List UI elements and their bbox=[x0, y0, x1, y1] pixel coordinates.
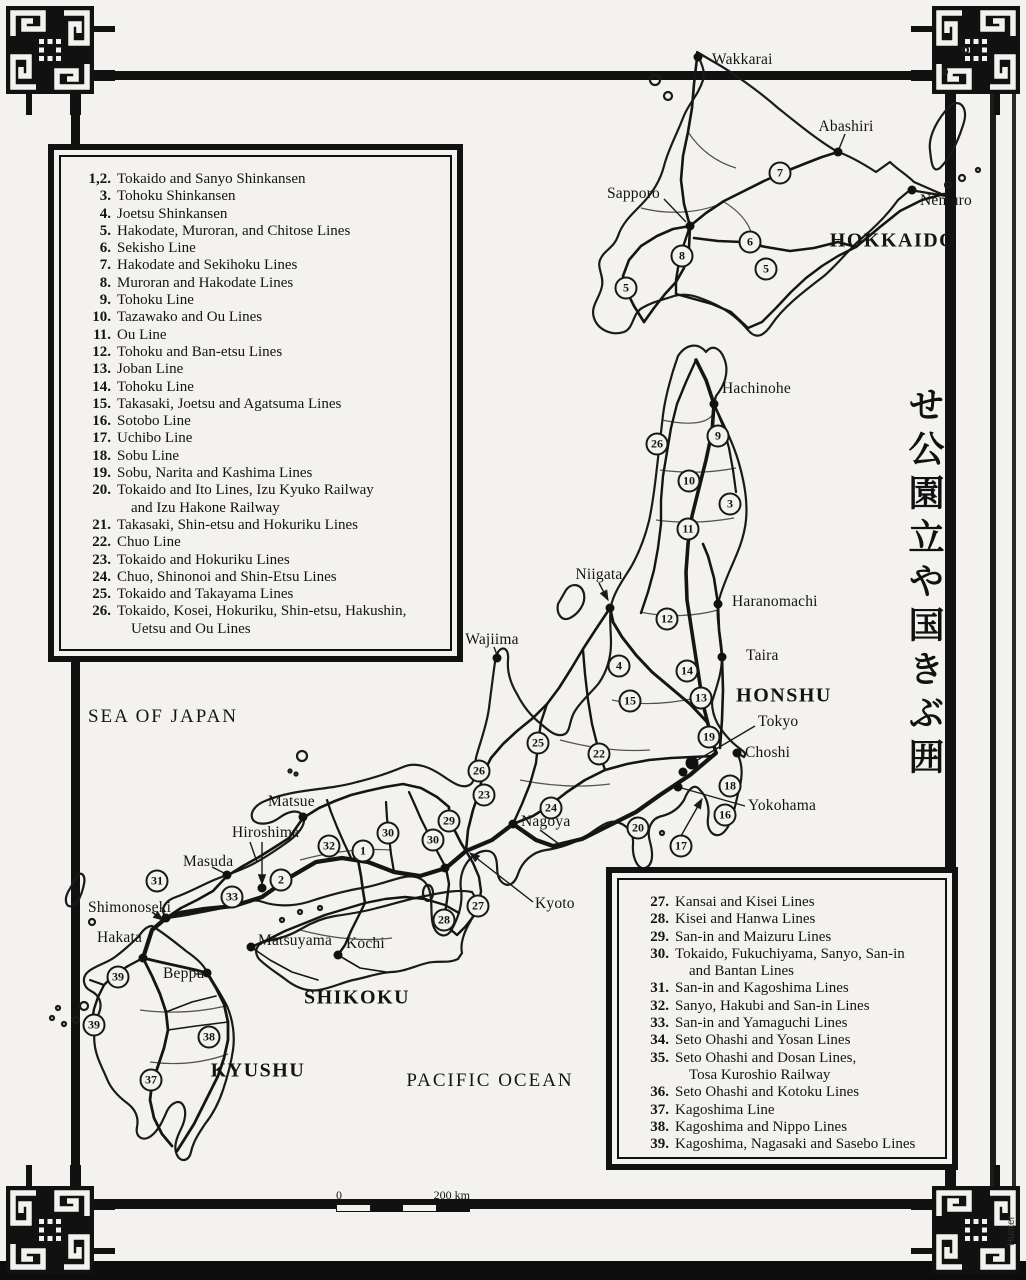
legend-item-number: 9. bbox=[99, 292, 111, 309]
legend-item bbox=[73, 534, 446, 551]
city-dot bbox=[139, 954, 148, 963]
city-label: Matsue bbox=[268, 793, 315, 810]
line-number-marker: 1 bbox=[352, 840, 375, 863]
legend-item-number: 4. bbox=[99, 205, 111, 222]
legend-item-text: Uchibo Line bbox=[117, 430, 193, 447]
legend-item-number: 5. bbox=[99, 222, 111, 239]
city-dot bbox=[509, 820, 518, 829]
legend-item bbox=[631, 1015, 941, 1032]
line-number-marker: 29 bbox=[438, 810, 461, 833]
sasebo-branch bbox=[90, 980, 104, 985]
legend-item-text: Takasaki, Shin-etsu and Hokuriku Lines bbox=[117, 516, 358, 533]
line-number-marker: 6 bbox=[739, 231, 762, 254]
legend-item-number: 38. bbox=[650, 1118, 669, 1135]
line-number-marker: 38 bbox=[198, 1026, 221, 1049]
legend-item-text: Ou Line bbox=[117, 326, 167, 343]
legend-item-number: 26. bbox=[92, 603, 111, 620]
legend-item-text: San-in and Maizuru Lines bbox=[675, 928, 832, 945]
scale-start-label: 0 bbox=[336, 1188, 342, 1202]
line-number-marker: 10 bbox=[678, 470, 701, 493]
legend-inner-border bbox=[59, 155, 452, 651]
line-number-marker: 25 bbox=[527, 732, 550, 755]
city-dot bbox=[733, 749, 742, 758]
line-number-marker: 23 bbox=[473, 784, 496, 807]
legend-item-text: Kagoshima and Nippo Lines bbox=[675, 1118, 848, 1135]
legend-item-text: Seto Ohashi and Yosan Lines bbox=[675, 1032, 851, 1049]
tosa-kuroshio-line bbox=[338, 955, 386, 972]
legend-main-items bbox=[61, 157, 450, 642]
city-label: Matsuyama bbox=[258, 932, 333, 949]
legend-item bbox=[73, 223, 446, 240]
city-label: Hiroshima bbox=[232, 824, 300, 841]
line-number-marker: 11 bbox=[677, 518, 700, 541]
legend-item-number: 10. bbox=[92, 309, 111, 326]
legend-item bbox=[73, 552, 446, 569]
legend-item bbox=[73, 171, 446, 188]
legend-item bbox=[73, 482, 446, 499]
city-label: Nagoya bbox=[521, 813, 571, 830]
city-label: Yokohama bbox=[748, 797, 817, 814]
legend-item-text: Tazawako and Ou Lines bbox=[117, 309, 263, 326]
city-dot bbox=[493, 654, 502, 663]
legend-item-number: 16. bbox=[92, 413, 111, 430]
legend-item-text: Chuo, Shinonoi and Shin-Etsu Lines bbox=[117, 568, 337, 585]
legend-item-continuation bbox=[73, 621, 446, 638]
line-number-marker: 14 bbox=[676, 660, 699, 683]
city-dot bbox=[908, 186, 917, 195]
legend-west-items bbox=[619, 880, 945, 1157]
legend-inner-border bbox=[617, 878, 947, 1159]
legend-item-text: Sekisho Line bbox=[117, 240, 196, 257]
legend-item-text: Seto Ohashi and Dosan Lines, bbox=[675, 1049, 857, 1066]
legend-item-text: Uetsu and Ou Lines bbox=[131, 620, 251, 637]
city-dot bbox=[223, 871, 232, 880]
city-dot bbox=[710, 400, 719, 409]
legend-item-text: Tokaido and Ito Lines, Izu Kyuko Railway bbox=[117, 482, 374, 499]
soya-line bbox=[681, 58, 697, 226]
legend-item-number: 24. bbox=[92, 568, 111, 585]
legend-item-number: 17. bbox=[92, 430, 111, 447]
legend-item-continuation bbox=[631, 963, 941, 980]
legend-item-text: and Izu Hakone Railway bbox=[131, 499, 280, 516]
legend-item-number: 37. bbox=[650, 1101, 669, 1118]
legend-item bbox=[631, 1032, 941, 1049]
legend-item-number: 8. bbox=[99, 274, 111, 291]
legend-item-text: Tohoku Line bbox=[117, 378, 194, 395]
legend-item bbox=[73, 275, 446, 292]
city-dot bbox=[686, 222, 695, 231]
region-label: HONSHU bbox=[736, 684, 832, 707]
line-number-marker: 13 bbox=[690, 687, 713, 710]
line-number-marker: 9 bbox=[707, 425, 730, 448]
legend-item-number: 14. bbox=[92, 378, 111, 395]
legend-item-number: 29. bbox=[650, 928, 669, 945]
legend-item-text: Kansai and Kisei Lines bbox=[675, 894, 815, 910]
legend-item bbox=[631, 1119, 941, 1136]
legend-item bbox=[73, 379, 446, 396]
city-label: Wakkarai bbox=[712, 51, 773, 68]
legend-item-text: Kisei and Hanwa Lines bbox=[675, 911, 816, 928]
line-number-marker: 30 bbox=[377, 822, 400, 845]
line-number-marker: 17 bbox=[670, 835, 693, 858]
legend-item bbox=[631, 1084, 941, 1101]
legend-item-text: Tokaido and Takayama Lines bbox=[117, 586, 294, 603]
legend-item bbox=[631, 911, 941, 928]
legend-item-text: Tohoku Line bbox=[117, 292, 194, 309]
legend-item bbox=[73, 309, 446, 326]
line-number-marker: 22 bbox=[588, 743, 611, 766]
legend-box-main-lines bbox=[48, 144, 463, 662]
legend-item bbox=[73, 517, 446, 534]
legend-item-text: Seto Ohashi and Kotoku Lines bbox=[675, 1084, 860, 1101]
line-number-marker: 30 bbox=[422, 829, 445, 852]
line-number-marker: 16 bbox=[714, 804, 737, 827]
legend-item bbox=[73, 240, 446, 257]
legend-item bbox=[631, 946, 941, 963]
city-dot bbox=[258, 884, 267, 893]
city-label: Choshi bbox=[745, 744, 791, 761]
legend-item-text: Kagoshima Line bbox=[675, 1101, 775, 1118]
region-label: KYUSHU bbox=[210, 1059, 306, 1082]
legend-item-text: Tokaido, Kosei, Hokuriku, Shin-etsu, Hakushin, bbox=[117, 603, 407, 620]
japanese-vertical-title: せ公園立や国きぶ囲 bbox=[904, 386, 944, 782]
legend-item-text: Sobu, Narita and Kashima Lines bbox=[117, 465, 313, 482]
legend-item-number: 22. bbox=[92, 534, 111, 551]
line-number-marker: 20 bbox=[627, 817, 650, 840]
legend-item-continuation bbox=[73, 500, 446, 517]
legend-item-number: 27. bbox=[650, 894, 669, 910]
legend-item bbox=[73, 586, 446, 603]
line-number-marker: 32 bbox=[318, 835, 341, 858]
legend-box-west-lines bbox=[606, 867, 958, 1170]
line-number-marker: 27 bbox=[467, 895, 490, 918]
legend-item-number: 31. bbox=[650, 980, 669, 997]
legend-item bbox=[631, 1050, 941, 1067]
city-label: Masuda bbox=[183, 853, 234, 870]
sea-label: SEA OF JAPAN bbox=[87, 706, 239, 727]
line-number-marker: 7 bbox=[769, 162, 792, 185]
city-label: Abashiri bbox=[818, 118, 874, 135]
legend-item-number: 25. bbox=[92, 586, 111, 603]
legend-item bbox=[73, 430, 446, 447]
legend-item-number: 30. bbox=[650, 945, 669, 962]
line-number-marker: 26 bbox=[468, 760, 491, 783]
city-label: Nemuro bbox=[920, 192, 972, 209]
city-dot bbox=[334, 951, 343, 960]
city-label: Wajiima bbox=[465, 631, 519, 648]
city-dot bbox=[299, 813, 308, 822]
legend-item bbox=[73, 188, 446, 205]
legend-item-number: 19. bbox=[92, 465, 111, 482]
legend-item-number: 7. bbox=[99, 257, 111, 274]
legend-item-text: Sanyo, Hakubi and San-in Lines bbox=[675, 997, 870, 1014]
legend-item bbox=[73, 206, 446, 223]
city-dot bbox=[679, 768, 688, 777]
city-dot bbox=[834, 148, 843, 157]
scale-segment bbox=[337, 1205, 370, 1211]
legend-item-text: Tohoku and Ban-etsu Lines bbox=[117, 343, 283, 360]
legend-item-text: Hakodate, Muroran, and Chitose Lines bbox=[117, 222, 351, 239]
legend-item bbox=[631, 894, 941, 911]
city-dot bbox=[686, 757, 699, 770]
legend-item-number: 18. bbox=[92, 447, 111, 464]
scale-bar-segments bbox=[336, 1204, 470, 1212]
city-dot bbox=[718, 653, 727, 662]
sea-label: PACIFIC OCEAN bbox=[406, 1070, 574, 1091]
legend-item bbox=[73, 257, 446, 274]
legend-item-text: San-in and Yamaguchi Lines bbox=[675, 1015, 848, 1032]
city-label: Kochi bbox=[346, 935, 385, 952]
city-dot bbox=[694, 53, 703, 62]
line-number-marker: 24 bbox=[540, 797, 563, 820]
line-number-marker: 26 bbox=[646, 433, 669, 456]
legend-item bbox=[631, 980, 941, 997]
legend-item-text: Hakodate and Sekihoku Lines bbox=[117, 257, 298, 274]
legend-item bbox=[73, 396, 446, 413]
legend-item bbox=[631, 929, 941, 946]
kyushu-cross-line bbox=[168, 1022, 228, 1030]
legend-item-text: and Bantan Lines bbox=[689, 963, 794, 980]
legend-item-text: Kagoshima, Nagasaki and Sasebo Lines bbox=[675, 1136, 916, 1153]
line-number-marker: 8 bbox=[671, 245, 694, 268]
legend-item bbox=[73, 603, 446, 620]
legend-item bbox=[631, 1102, 941, 1119]
city-label: Hakata bbox=[97, 929, 143, 946]
legend-item bbox=[73, 413, 446, 430]
shikoku-south-line bbox=[251, 947, 318, 980]
line-number-marker: 19 bbox=[698, 726, 721, 749]
line-number-marker: 2 bbox=[270, 869, 293, 892]
kagoshima-line-west bbox=[143, 958, 172, 1146]
legend-item-number: 28. bbox=[650, 911, 669, 928]
legend-item-number: 6. bbox=[99, 240, 111, 257]
legend-item-text: Sotobo Line bbox=[117, 413, 191, 430]
legend-item-text: San-in and Kagoshima Lines bbox=[675, 980, 849, 997]
legend-item bbox=[73, 448, 446, 465]
line-number-marker: 3 bbox=[719, 493, 742, 516]
line-number-marker: 39 bbox=[83, 1014, 106, 1037]
legend-item bbox=[73, 465, 446, 482]
legend-item-text: Tohoku Shinkansen bbox=[117, 188, 236, 205]
city-dot bbox=[441, 864, 450, 873]
legend-item bbox=[631, 998, 941, 1015]
legend-item-number: 1,2. bbox=[88, 171, 111, 187]
legend-item-text: Tokaido and Hokuriku Lines bbox=[117, 551, 290, 568]
scale-bar bbox=[336, 1188, 470, 1212]
line-number-marker: 5 bbox=[755, 258, 778, 281]
legend-item-text: Tosa Kuroshio Railway bbox=[689, 1066, 831, 1083]
line-number-marker: 37 bbox=[140, 1069, 163, 1092]
line-number-marker: 39 bbox=[107, 966, 130, 989]
legend-item-number: 33. bbox=[650, 1015, 669, 1032]
city-label: Hachinohe bbox=[722, 380, 791, 397]
legend-item-text: Muroran and Hakodate Lines bbox=[117, 274, 294, 291]
legend-item-number: 39. bbox=[650, 1136, 669, 1153]
legend-item-number: 36. bbox=[650, 1084, 669, 1101]
city-label: Haranomachi bbox=[732, 593, 818, 610]
legend-item bbox=[73, 292, 446, 309]
legend-item-text: Tokaido and Sanyo Shinkansen bbox=[117, 171, 306, 187]
city-label: Sapporo bbox=[606, 185, 660, 202]
line-number-marker: 31 bbox=[146, 870, 169, 893]
legend-item-number: 32. bbox=[650, 997, 669, 1014]
legend-item bbox=[73, 569, 446, 586]
legend-item bbox=[631, 1136, 941, 1153]
legend-item-continuation bbox=[631, 1067, 941, 1084]
legend-item bbox=[73, 327, 446, 344]
city-label: Kyoto bbox=[535, 895, 575, 912]
scale-segment bbox=[436, 1205, 469, 1211]
region-label: HOKKAIDO bbox=[829, 229, 957, 252]
scale-segment bbox=[370, 1205, 403, 1211]
scale-end-label: 200 km bbox=[433, 1188, 470, 1202]
line-number-marker: 33 bbox=[221, 886, 244, 909]
cartographer-credit: Hunter bbox=[1006, 1216, 1017, 1247]
legend-item-text: Tokaido, Fukuchiyama, Sanyo, San-in bbox=[675, 945, 905, 962]
legend-item-text: Sobu Line bbox=[117, 447, 180, 464]
line-number-marker: 18 bbox=[719, 775, 742, 798]
legend-item-number: 23. bbox=[92, 551, 111, 568]
legend-item-number: 13. bbox=[92, 361, 111, 378]
legend-item-text: Joban Line bbox=[117, 361, 184, 378]
line-number-marker: 15 bbox=[619, 690, 642, 713]
legend-item-number: 21. bbox=[92, 516, 111, 533]
city-label: Tokyo bbox=[758, 713, 799, 730]
legend-item-text: Chuo Line bbox=[117, 534, 181, 551]
legend-item bbox=[73, 344, 446, 361]
legend-item-number: 20. bbox=[92, 482, 111, 499]
region-label: SHIKOKU bbox=[303, 986, 411, 1009]
city-label: Taira bbox=[746, 647, 779, 664]
line-number-marker: 5 bbox=[615, 277, 638, 300]
legend-item-number: 35. bbox=[650, 1049, 669, 1066]
legend-item-number: 3. bbox=[99, 188, 111, 205]
sekihoku-line bbox=[690, 152, 838, 226]
legend-item bbox=[73, 361, 446, 378]
city-label: Niigata bbox=[575, 566, 623, 583]
city-label: Beppu bbox=[163, 965, 205, 982]
scale-segment bbox=[403, 1205, 436, 1211]
line-number-marker: 12 bbox=[656, 608, 679, 631]
city-dot bbox=[247, 943, 256, 952]
city-dot bbox=[714, 600, 723, 609]
legend-item-text: Joetsu Shinkansen bbox=[117, 205, 228, 222]
line-number-marker: 28 bbox=[433, 909, 456, 932]
legend-item-number: 15. bbox=[92, 395, 111, 412]
line-number-marker: 4 bbox=[608, 655, 631, 678]
city-dot bbox=[606, 604, 615, 613]
legend-item-number: 12. bbox=[92, 343, 111, 360]
legend-item-number: 11. bbox=[93, 326, 111, 343]
seto-ohashi-line bbox=[358, 860, 365, 903]
legend-item-number: 34. bbox=[650, 1032, 669, 1049]
legend-item-text: Takasaki, Joetsu and Agatsuma Lines bbox=[117, 395, 342, 412]
city-label: Shimonoseki bbox=[88, 899, 172, 916]
city-dot bbox=[674, 783, 683, 792]
